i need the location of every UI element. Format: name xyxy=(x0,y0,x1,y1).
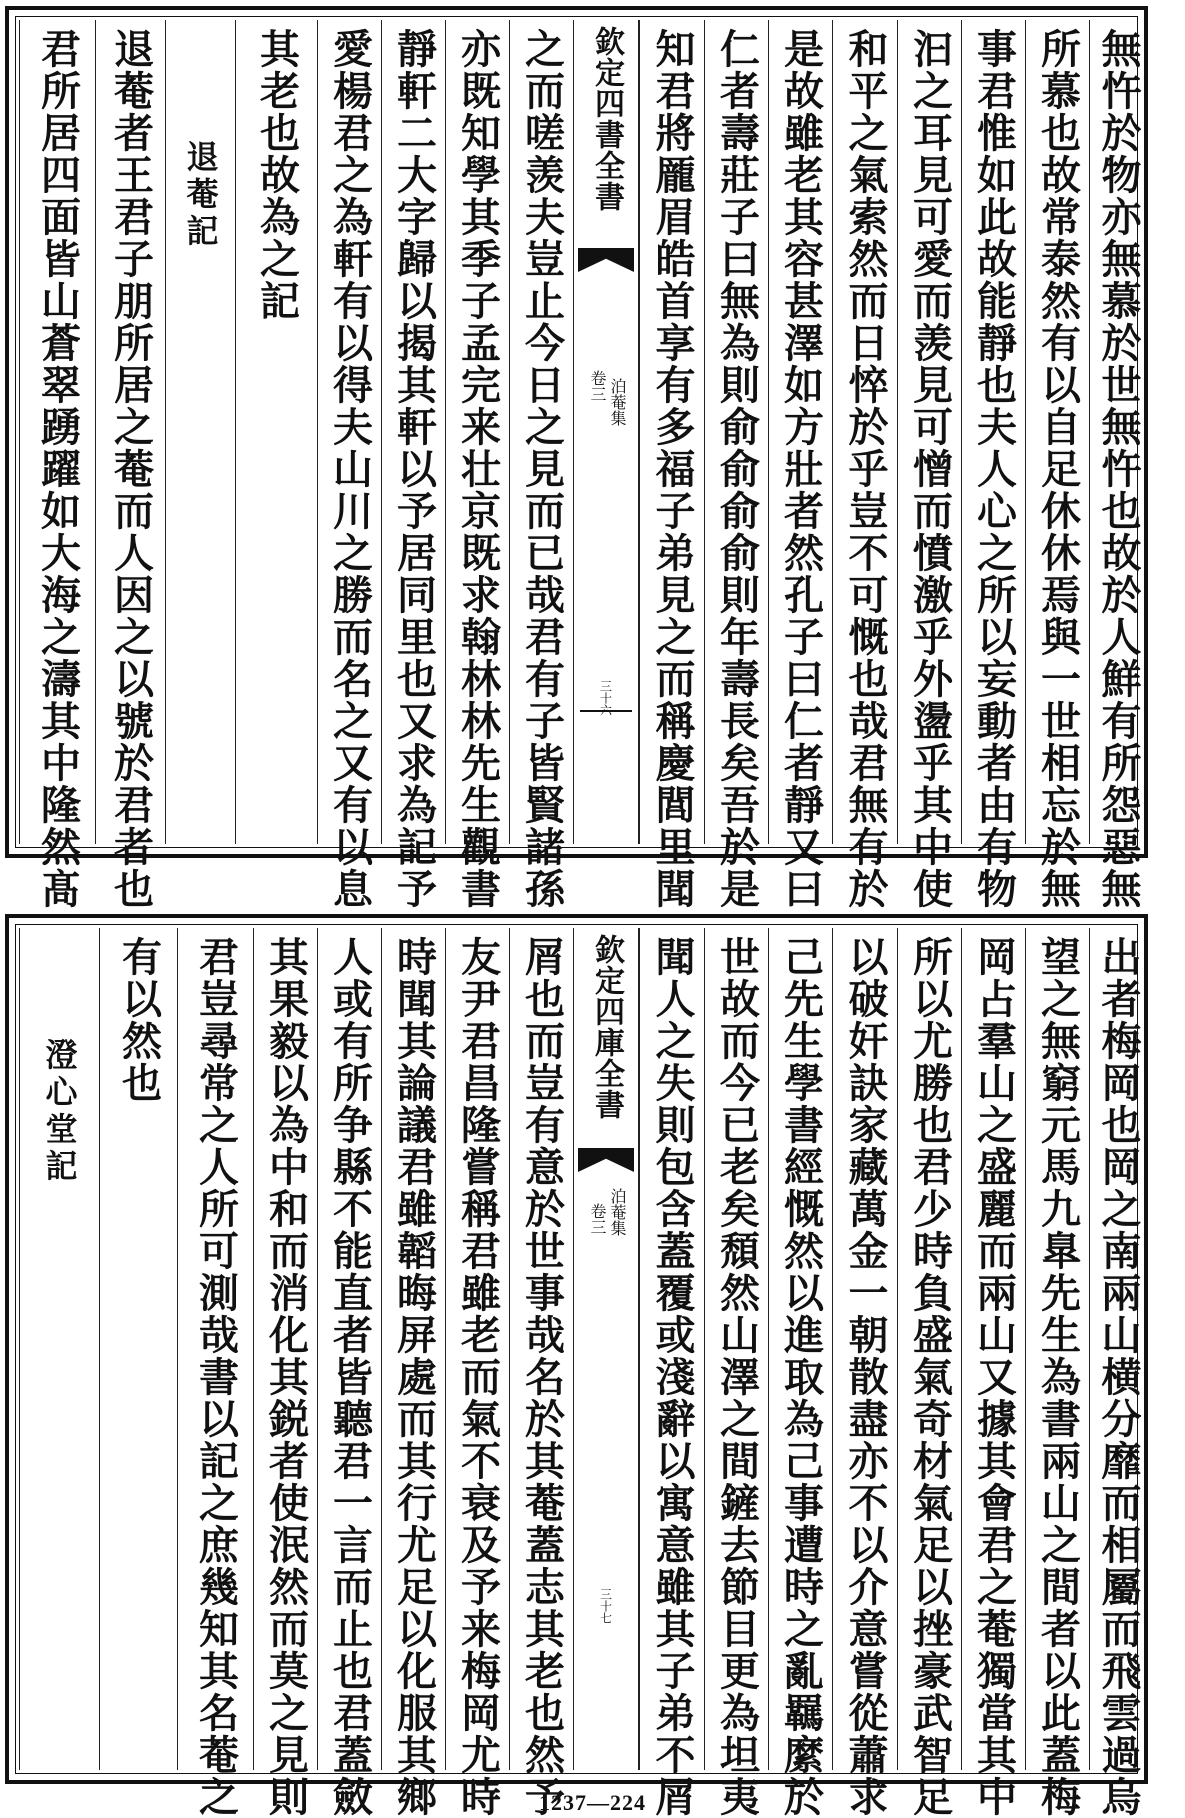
center-fold xyxy=(573,20,639,844)
column-text: 之而嗟羡夫豈止今日之見而已哉君有子皆賢諸孫 xyxy=(518,28,566,910)
text-column xyxy=(1089,928,1146,1818)
text-column xyxy=(832,928,897,1818)
footer-page-reference: 1237—224 xyxy=(539,1790,646,1815)
column-text: 君豈尋常之人所可測哉書以記之庶幾知其名菴之 xyxy=(192,936,240,1818)
text-column xyxy=(381,928,445,1818)
column-text: 汩之耳見可愛而羡見可憎而憤激乎外盪乎其中使 xyxy=(906,28,954,910)
text-column xyxy=(445,20,509,910)
text-column xyxy=(381,20,445,910)
text-column xyxy=(235,20,317,844)
text-column xyxy=(509,928,573,1818)
column-text: 仁者壽莊子曰無為則俞俞俞俞則年壽長矣吾於是 xyxy=(713,28,761,910)
text-column xyxy=(317,928,381,1818)
text-column xyxy=(99,928,177,1770)
text-column xyxy=(768,928,832,1818)
column-text: 出者梅岡也岡之南兩山横分靡而相屬而飛雲過烏 xyxy=(1095,936,1142,1818)
column-text: 時聞其論議君雖韜晦屏處而其行尤足以化服其鄉 xyxy=(390,936,438,1818)
text-column xyxy=(317,20,381,910)
text-column xyxy=(19,928,99,1770)
column-text: 是故雖老其容甚澤如方壯者然孔子曰仁者靜又曰 xyxy=(777,28,825,910)
collection-title: 欽定四書全書 xyxy=(589,26,624,212)
column-text: 其老也故為之記 xyxy=(253,28,301,322)
text-column xyxy=(253,928,317,1818)
column-text: 世故而今已老矣頹然山澤之間鏟去節目更為坦夷 xyxy=(713,936,761,1818)
page-number: 三十七 xyxy=(598,1588,613,1624)
text-column xyxy=(768,20,832,910)
text-column xyxy=(1089,20,1146,910)
text-column xyxy=(704,928,768,1818)
column-text: 和平之氣索然而日悴於乎豈不可慨也哉君無有於 xyxy=(842,28,889,910)
column-text: 岡占羣山之盛麗而兩山又據其會君之菴獨當其中 xyxy=(970,936,1018,1818)
column-text: 所慕也故常泰然有以自足休休焉與一世相忘於無 xyxy=(1034,28,1082,910)
fishtail-mark xyxy=(578,1148,634,1172)
text-column xyxy=(19,20,95,910)
collection-title: 欽定四庫全書 xyxy=(589,934,624,1120)
column-text: 聞人之失則包含蓋覆或淺辭以寓意雖其子弟不屑 xyxy=(649,936,696,1818)
volume-label: 卷三 xyxy=(588,370,607,402)
column-text: 有以然也 xyxy=(115,936,163,1104)
top-page xyxy=(5,6,1148,910)
column-text: 人或有所争縣不能直者皆聽君一言而止也君蓋斂 xyxy=(326,936,374,1818)
column-text: 屑也而豈有意於世事哉名於其菴蓋志其老也然予 xyxy=(518,936,566,1818)
text-column xyxy=(704,20,768,910)
text-column xyxy=(177,928,253,1818)
text-column xyxy=(897,928,961,1818)
column-text: 友尹君昌隆嘗稱君雖老而氣不衰及予来梅岡尤時 xyxy=(454,936,502,1818)
essay-title: 退菴記 xyxy=(181,140,220,251)
center-fold xyxy=(573,928,639,1770)
column-text: 知君將龎眉皓首享有多福子弟見之而稱慶閭里聞 xyxy=(649,28,696,910)
column-text: 所以尤勝也君少時負盛氣奇材氣足以挫豪武智足 xyxy=(906,936,954,1818)
column-text: 君所居四面皆山蒼翠踴躍如大海之濤其中隆然髙 xyxy=(34,28,82,910)
text-column xyxy=(639,20,704,910)
text-column xyxy=(165,20,235,844)
fishtail-mark xyxy=(578,248,634,272)
column-text: 以破奸訣家藏萬金一朝散盡亦不以介意嘗從蕭求 xyxy=(842,936,889,1818)
text-column xyxy=(1025,20,1089,910)
column-text: 靜軒二大字歸以揭其軒以予居同里也又求為記予 xyxy=(390,28,438,910)
text-column xyxy=(445,928,509,1818)
column-text: 己先生學書經慨然以進取為己事遭時之亂羈縻於 xyxy=(777,936,825,1818)
text-column xyxy=(961,20,1025,910)
text-column xyxy=(1025,928,1089,1818)
text-column xyxy=(639,928,704,1818)
column-text: 退菴者王君子朋所居之菴而人因之以號於君者也 xyxy=(107,28,155,910)
text-column xyxy=(961,928,1025,1818)
column-text: 愛楊君之為軒有以得夫山川之勝而名之又有以息 xyxy=(326,28,374,910)
text-column xyxy=(509,20,573,910)
volume-label: 卷三 xyxy=(588,1203,607,1235)
column-text: 其果毅以為中和而消化其鋭者使泯然而莫之見則 xyxy=(262,936,310,1818)
essay-title: 澄心堂記 xyxy=(40,1038,79,1186)
text-column xyxy=(832,20,897,910)
column-text: 亦既知學其季子孟完来壮京既求翰林林先生觀書 xyxy=(454,28,502,910)
column-text: 事君惟如此故能靜也夫人心之所以妄動者由有物 xyxy=(970,28,1018,910)
book-title: 泊菴集 xyxy=(608,1188,627,1236)
book-title: 泊菴集 xyxy=(608,378,627,426)
text-column xyxy=(897,20,961,910)
text-column xyxy=(95,20,165,910)
column-text: 無忤於物亦無慕於世無忤也故於人鮮有所怨惡無 xyxy=(1095,28,1142,910)
page-number: 三十六 xyxy=(598,680,613,716)
column-text: 望之無窮元馬九臯先生為書兩山之間者以此蓋梅 xyxy=(1034,936,1082,1818)
